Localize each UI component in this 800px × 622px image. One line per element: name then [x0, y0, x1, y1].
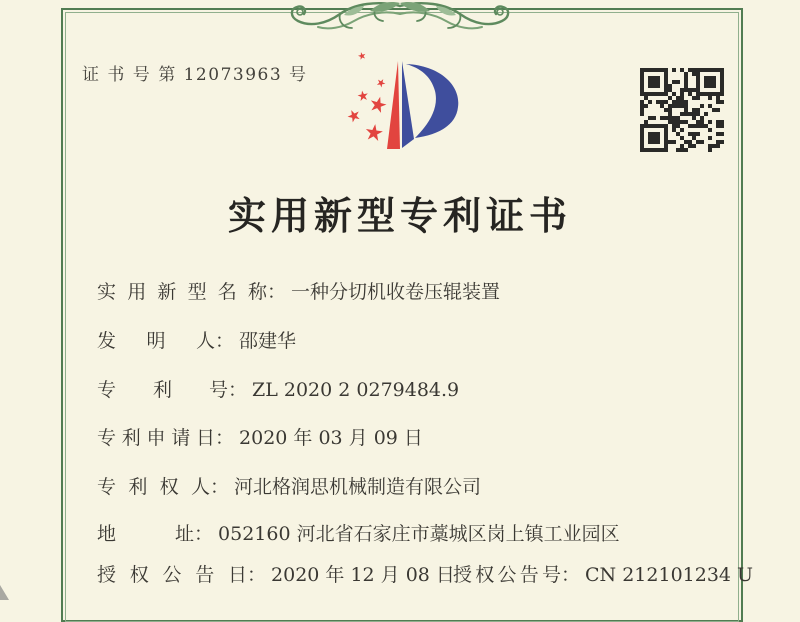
scan-corner-artifact	[0, 585, 9, 600]
field-value-inventor: 邵建华	[239, 330, 297, 352]
field-value-address: 052160 河北省石家庄市藁城区岗上镇工业园区	[218, 523, 620, 545]
certificate-number: 证 书 号 第 12073963 号	[82, 65, 308, 85]
colon: ：	[210, 476, 230, 498]
colon: ：	[247, 564, 267, 586]
field-label-name: 实用新型名称	[97, 281, 267, 303]
field-label-address: 地址	[97, 523, 194, 545]
cnipa-patent-logo-icon	[340, 50, 470, 155]
qr-code	[640, 68, 724, 152]
colon: ：	[215, 330, 235, 352]
field-value-patent-number: ZL 2020 2 0279484.9	[252, 379, 460, 401]
certificate-title: 实用新型专利证书	[227, 193, 572, 238]
colon: ：	[267, 281, 287, 303]
field-label-patent-number: 专利号	[97, 379, 228, 401]
field-value-publication-number: CN 212101234 U	[585, 564, 754, 586]
colon: ：	[561, 564, 581, 586]
field-value-grant-date: 2020 年 12 月 08 日	[271, 564, 455, 586]
field-label-publication-number: 授权公告号	[453, 564, 561, 586]
field-label-patentee: 专利权人	[97, 476, 210, 498]
field-label-filing-date: 专利申请日	[97, 427, 215, 449]
field-value-filing-date: 2020 年 03 月 09 日	[239, 427, 423, 449]
field-label-inventor: 发明人	[97, 330, 215, 352]
colon: ：	[194, 523, 214, 545]
field-value-name: 一种分切机收卷压辊装置	[291, 281, 501, 303]
colon: ：	[228, 379, 248, 401]
field-value-patentee: 河北格润思机械制造有限公司	[234, 476, 482, 498]
floral-scroll-ornament-icon	[280, 0, 520, 34]
colon: ：	[215, 427, 235, 449]
field-label-grant-date: 授权公告日	[97, 564, 247, 586]
